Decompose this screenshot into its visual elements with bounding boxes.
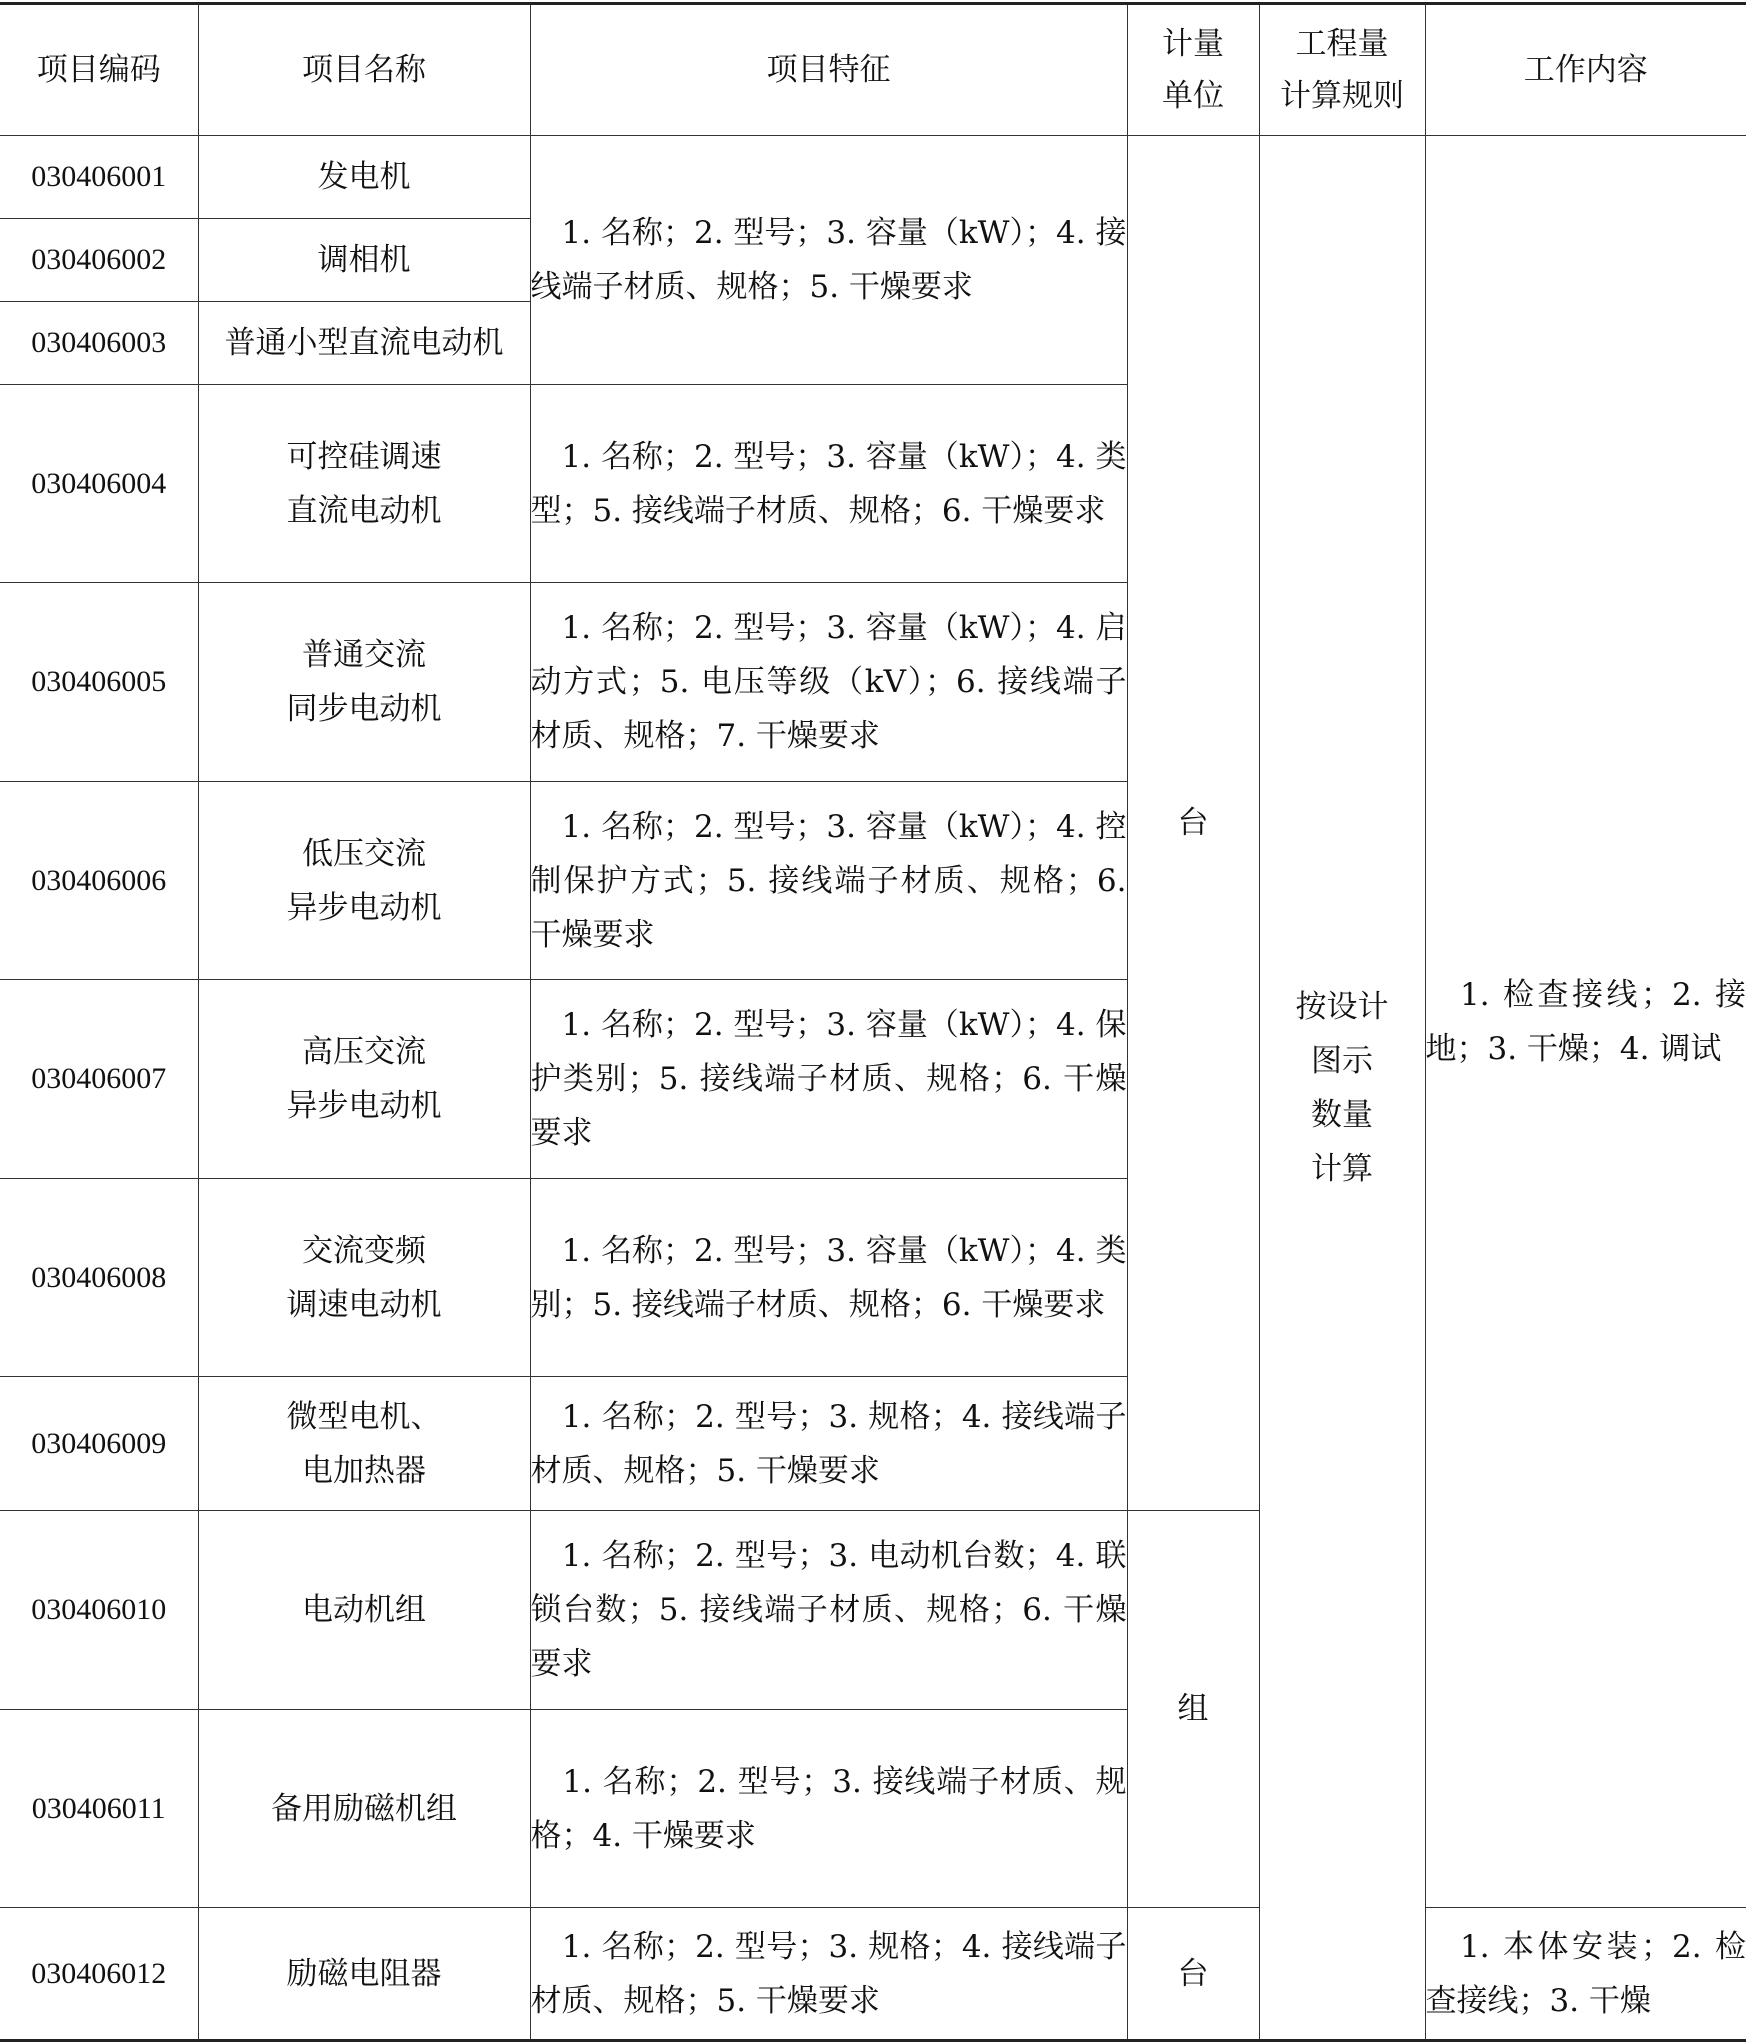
- item-name: 可控硅调速 直流电动机: [198, 385, 530, 583]
- item-code: 030406009: [0, 1377, 198, 1511]
- item-code: 030406004: [0, 385, 198, 583]
- item-code: 030406012: [0, 1908, 198, 2041]
- item-features: 1. 名称；2. 型号；3. 规格；4. 接线端子材质、规格；5. 干燥要求: [530, 1908, 1127, 2041]
- item-code: 030406003: [0, 302, 198, 385]
- item-features: 1. 名称；2. 型号；3. 容量（kW）；4. 类别；5. 接线端子材质、规格；6. 干燥要求: [530, 1179, 1127, 1377]
- item-name: 励磁电阻器: [198, 1908, 530, 2041]
- item-name: 高压交流 异步电动机: [198, 980, 530, 1179]
- item-name: 调相机: [198, 219, 530, 302]
- header-features: 项目特征: [530, 4, 1127, 136]
- item-name: 微型电机、 电加热器: [198, 1377, 530, 1511]
- table-row: [0, 136, 1746, 219]
- unit-cell: 组: [1127, 1511, 1259, 1908]
- item-name: 交流变频 调速电动机: [198, 1179, 530, 1377]
- calculation-rule-cell: 按设计 图示 数量 计算: [1259, 136, 1425, 2041]
- unit-cell: 台: [1127, 136, 1259, 1511]
- item-name: 电动机组: [198, 1511, 530, 1710]
- header-code: 项目编码: [0, 4, 198, 136]
- work-content-cell: 1. 本体安装；2. 检查接线；3. 干燥: [1425, 1908, 1746, 2041]
- item-name: 普通小型直流电动机: [198, 302, 530, 385]
- item-code: 030406005: [0, 583, 198, 782]
- item-name: 普通交流 同步电动机: [198, 583, 530, 782]
- header-name: 项目名称: [198, 4, 530, 136]
- item-features: 1. 名称；2. 型号；3. 容量（kW）；4. 类型；5. 接线端子材质、规格；6. 干燥要求: [530, 385, 1127, 583]
- work-content-cell: 1. 检查接线；2. 接地；3. 干燥；4. 调试: [1425, 136, 1746, 1908]
- item-features: 1. 名称；2. 型号；3. 电动机台数；4. 联锁台数；5. 接线端子材质、规格；6. 干燥要求: [530, 1511, 1127, 1710]
- item-code: 030406007: [0, 980, 198, 1179]
- item-code: 030406006: [0, 782, 198, 980]
- item-name: 备用励磁机组: [198, 1710, 530, 1908]
- item-code: 030406010: [0, 1511, 198, 1710]
- header-row: [0, 4, 1746, 136]
- item-features: 1. 名称；2. 型号；3. 接线端子材质、规格；4. 干燥要求: [530, 1710, 1127, 1908]
- table-row: [0, 1908, 1746, 2041]
- item-features: 1. 名称；2. 型号；3. 容量（kW）；4. 控制保护方式；5. 接线端子材质、规格；6. 干燥要求: [530, 782, 1127, 980]
- item-name: 低压交流 异步电动机: [198, 782, 530, 980]
- motor-inspection-spec-table: [0, 2, 1746, 2042]
- item-code: 030406001: [0, 136, 198, 219]
- header-work: 工作内容: [1425, 4, 1746, 136]
- item-code: 030406002: [0, 219, 198, 302]
- item-code: 030406011: [0, 1710, 198, 1908]
- item-name: 发电机: [198, 136, 530, 219]
- unit-cell: 台: [1127, 1908, 1259, 2041]
- item-code: 030406008: [0, 1179, 198, 1377]
- item-features: 1. 名称；2. 型号；3. 容量（kW）；4. 接线端子材质、规格；5. 干燥要求: [530, 136, 1127, 385]
- item-features: 1. 名称；2. 型号；3. 规格；4. 接线端子材质、规格；5. 干燥要求: [530, 1377, 1127, 1511]
- item-features: 1. 名称；2. 型号；3. 容量（kW）；4. 启动方式；5. 电压等级（kV）；6. 接线端子材质、规格；7. 干燥要求: [530, 583, 1127, 782]
- item-features: 1. 名称；2. 型号；3. 容量（kW）；4. 保护类别；5. 接线端子材质、规格；6. 干燥要求: [530, 980, 1127, 1179]
- header-rule: 工程量 计算规则: [1259, 4, 1425, 136]
- header-unit: 计量 单位: [1127, 4, 1259, 136]
